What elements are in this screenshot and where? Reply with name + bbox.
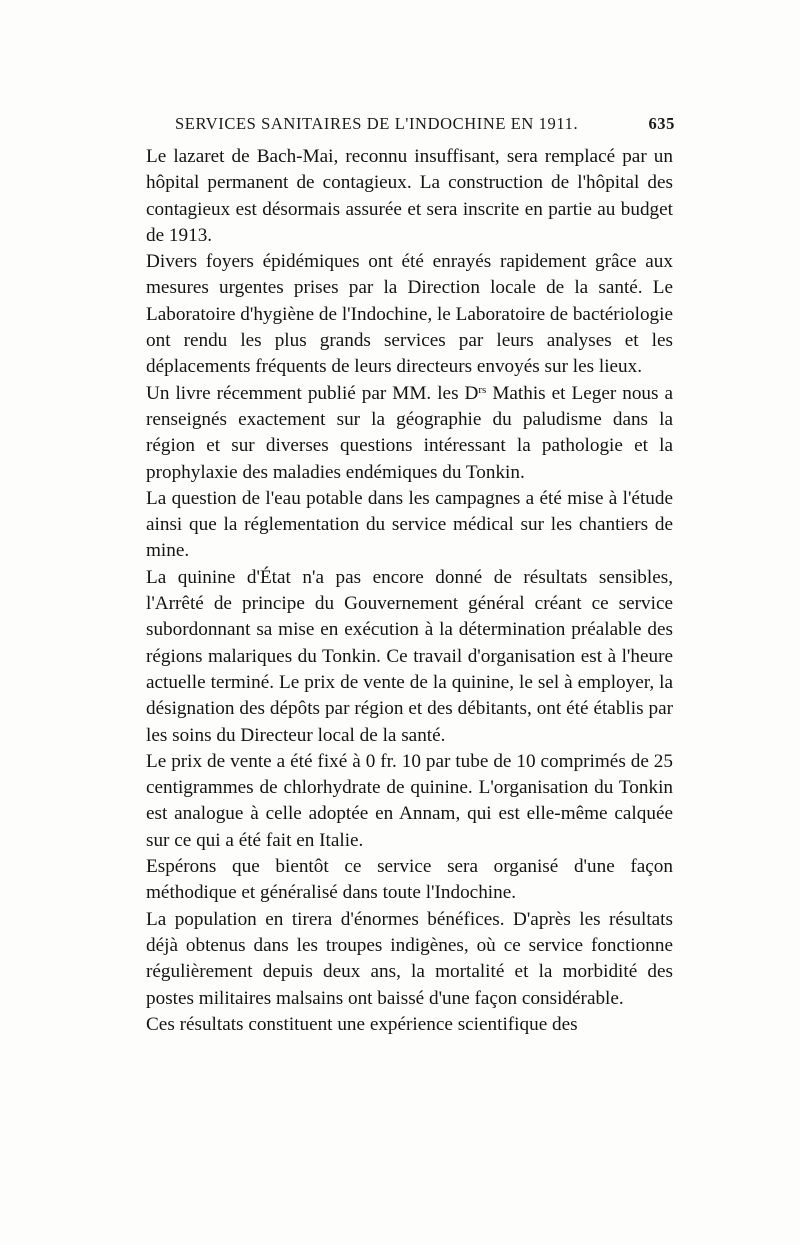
paragraph-esperons: Espérons que bientôt ce service sera organisé d'une façon méthodique et généralisé dans toute l'Indochine. [146, 856, 673, 904]
doctors-superscript: rs [478, 383, 487, 396]
paragraph-resultats: Ces résultats constituent une expérience scientifique des [146, 1013, 578, 1035]
body-text [146, 144, 673, 1038]
paragraph-livre-part-2: Mathis et Leger nous a renseignés exactement sur la géographie du paludisme dans la région et sur diverses questions intéressant la pathologie et la prophylaxie des maladies endémiques du Tonkin. [146, 382, 673, 483]
paragraph-lazaret: Le lazaret de Bach-Mai, reconnu insuffisant, sera remplacé par un hôpital permanent de contagieux. La construction de l'hôpital des contagieux est désormais assurée et sera inscrite en partie au budget de 1913. [146, 146, 673, 246]
paragraph-livre-part-1: Un livre récemment publié par MM. les D [146, 382, 479, 404]
paragraph-quinine-etat: La quinine d'État n'a pas encore donné de résultats sensibles, l'Arrêté de principe du Gouvernement général créant ce service subordonnant sa mise en exécution à la détermination préalable des régions malariques du Tonkin. Ce travail d'organisation est à l'heure actuelle terminé. Le prix de vente de la quinine, le sel à employer, la désignation des dépôts par région et des débitants, ont été établis par les soins du Directeur local de la santé. [146, 566, 673, 746]
running-header [175, 114, 675, 134]
paragraph-population: La population en tirera d'énormes bénéfices. D'après les résultats déjà obtenus dans les troupes indigènes, où ce service fonctionne régulièrement depuis deux ans, la mortalité et la morbidité des postes militaires malsains ont baissé d'une façon considérable. [146, 908, 673, 1009]
paragraph-foyers-epidemiques: Divers foyers épidémiques ont été enrayés rapidement grâce aux mesures urgentes prises par la Direction locale de la santé. Le Laboratoire d'hygiène de l'Indochine, le Laboratoire de bactériologie ont rendu les plus grands services par leurs analyses et les déplacements fréquents de leurs directeurs envoyés sur les lieux. [146, 251, 673, 378]
paragraph-livre-mathis-leger [146, 381, 673, 486]
running-header-title: SERVICES SANITAIRES DE L'INDOCHINE EN 1911. [175, 114, 579, 133]
paragraph-prix-de-vente: Le prix de vente a été fixé à 0 fr. 10 par tube de 10 comprimés de 25 centigrammes de chlorhydrate de quinine. L'organisation du Tonkin est analogue à celle adoptée en Annam, qui est elle-même calquée sur ce qui a été fait en Italie. [146, 750, 673, 851]
page-number: 635 [648, 114, 675, 133]
paragraph-eau-potable: La question de l'eau potable dans les campagnes a été mise à l'étude ainsi que la réglementation du service médical sur les chantiers de mine. [146, 487, 673, 562]
